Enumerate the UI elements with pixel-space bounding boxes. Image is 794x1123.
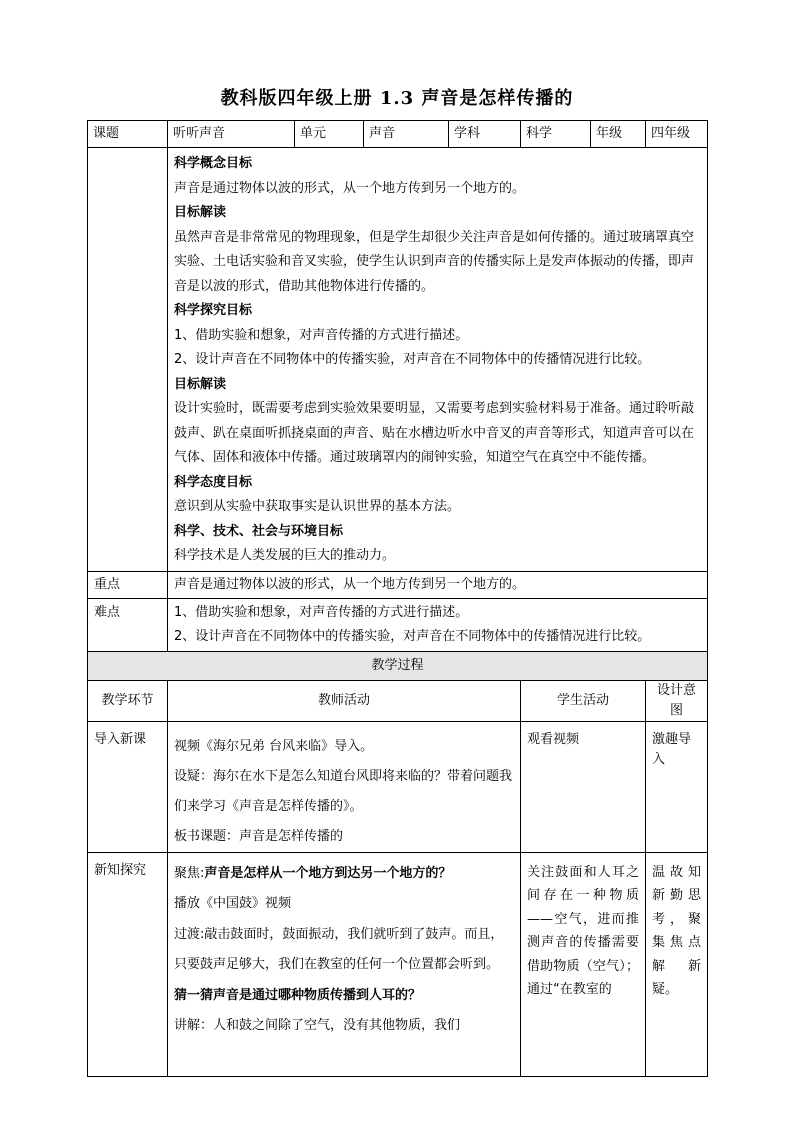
- attitude-heading: 科学态度目标: [174, 474, 253, 490]
- topic-label: 课题: [88, 121, 168, 148]
- teacher-explore-line-4: 猜一猜声音是通过哪种物质传播到人耳的？: [174, 987, 422, 1003]
- stage-explore: 新知探究: [88, 852, 168, 1076]
- unit-value: 声音: [364, 121, 449, 148]
- teacher-explore-focus: [174, 859, 514, 890]
- process-heading: 教学过程: [88, 651, 708, 680]
- topic-value: 听听声音: [168, 121, 295, 148]
- key-point-text: 声音是通过物体以波的形式，从一个地方传到另一个地方的。: [168, 571, 708, 598]
- teacher-activity-intro: [168, 721, 521, 852]
- key-point-row: [88, 571, 708, 598]
- process-column-header-row: [88, 680, 708, 721]
- reading1-heading: 目标解读: [174, 205, 227, 220]
- stse-heading: 科学、技术、社会与环境目标: [174, 523, 344, 539]
- difficulty-label: 难点: [88, 598, 168, 651]
- difficulty-row: [88, 598, 708, 651]
- process-heading-row: [88, 651, 708, 680]
- teacher-explore-line-2: 播放《中国鼓》视频: [174, 896, 292, 911]
- difficulty-item-1: 1、借助实验和想象，对声音传播的方式进行描述。: [174, 604, 469, 620]
- reading2-text: 设计实验时，既需要考虑到实验效果要明显，又需要考虑到实验材料易于准备。通过聆听敲鼓声、趴在桌面听抓挠桌面的声音、贴在水槽边听水中音叉的声音等形式，知道声音可以在气体、固体和液体中传播。通过玻璃罩内的闹钟实验，知道空气在真空中不能传播。: [174, 401, 695, 465]
- difficulty-item-2: 2、设计声音在不同物体中的传播实验，对声音在不同物体中的传播情况进行比较。: [174, 628, 651, 644]
- focus-question: 声音是怎样从一个地方到达另一个地方的？: [204, 865, 452, 881]
- teacher-intro-line-2: 设疑：海尔在水下是怎么知道台风即将来临的？带着问题我们来学习《声音是怎样传播的》。: [174, 768, 513, 814]
- focus-label: 聚焦:: [174, 865, 205, 881]
- teacher-explore-line-5: 讲解：人和鼓之间除了空气，没有其他物质，我们: [174, 1018, 461, 1033]
- reading1-text: 虽然声音是非常常见的物理现象，但是学生却很少关注声音是如何传播的。通过玻璃罩真空实验、土电话实验和音叉实验，使学生认识到声音的传播实际上是发声体振动的传播，即声音是以波的形式，借助其他物体进行传播的。: [174, 229, 695, 294]
- goals-label-cell: [88, 148, 168, 572]
- subject-value: 科学: [521, 121, 591, 148]
- concept-heading: 科学概念目标: [174, 156, 253, 171]
- key-point-label: 重点: [88, 571, 168, 598]
- teacher-explore-line-3: 过渡:敲击鼓面时，鼓面振动，我们就听到了鼓声。而且，只要鼓声足够大，我们在教室的任何一个位置都会听到。: [174, 926, 504, 972]
- teacher-activity-explore: [168, 852, 521, 1076]
- lesson-plan-table: [87, 120, 708, 1077]
- goals-cell: [168, 148, 708, 572]
- col-intent-header: 设计意图: [646, 680, 708, 721]
- col-stage-header: 教学环节: [88, 680, 168, 721]
- unit-label: 单元: [295, 121, 364, 148]
- stse-text: 科学技术是人类发展的巨大的推动力。: [174, 548, 396, 563]
- reading2-heading: 目标解读: [174, 376, 227, 392]
- design-intent-intro: 激趣导入: [646, 721, 708, 852]
- process-row-explore: [88, 852, 708, 1076]
- student-activity-intro: 观看视频: [521, 721, 646, 852]
- teacher-intro-line-1: 视频《海尔兄弟 台风来临》导入。: [174, 738, 374, 754]
- grade-value: 四年级: [646, 121, 708, 148]
- col-teacher-header: 教师活动: [168, 680, 521, 721]
- concept-text: 声音是通过物体以波的形式，从一个地方传到另一个地方的。: [174, 180, 526, 196]
- inquiry-item-2: 2、设计声音在不同物体中的传播实验，对声音在不同物体中的传播情况进行比较。: [174, 352, 651, 367]
- inquiry-item-1: 1、借助实验和想象，对声音传播的方式进行描述。: [174, 327, 469, 343]
- stage-intro: 导入新课: [88, 721, 168, 852]
- page-title: 教科版四年级上册 1.3 声音是怎样传播的: [220, 88, 574, 109]
- header-row: [88, 121, 708, 148]
- difficulty-cell: [168, 598, 708, 651]
- teacher-intro-line-3: 板书课题：声音是怎样传播的: [174, 828, 344, 844]
- process-row-intro: [88, 721, 708, 852]
- grade-label: 年级: [591, 121, 646, 148]
- attitude-text: 意识到从实验中获取事实是认识世界的基本方法。: [174, 499, 461, 514]
- col-student-header: 学生活动: [521, 680, 646, 721]
- student-activity-explore: 关注鼓面和人耳之间存在一种物质——空气，进而推测声音的传播需要借助物质（空气）；通过“在教室的: [521, 852, 646, 1076]
- inquiry-heading: 科学探究目标: [174, 303, 253, 318]
- goals-row: [88, 148, 708, 572]
- subject-label: 学科: [449, 121, 521, 148]
- design-intent-explore: 温故知新勤思考，聚集焦点解新疑。: [646, 852, 708, 1076]
